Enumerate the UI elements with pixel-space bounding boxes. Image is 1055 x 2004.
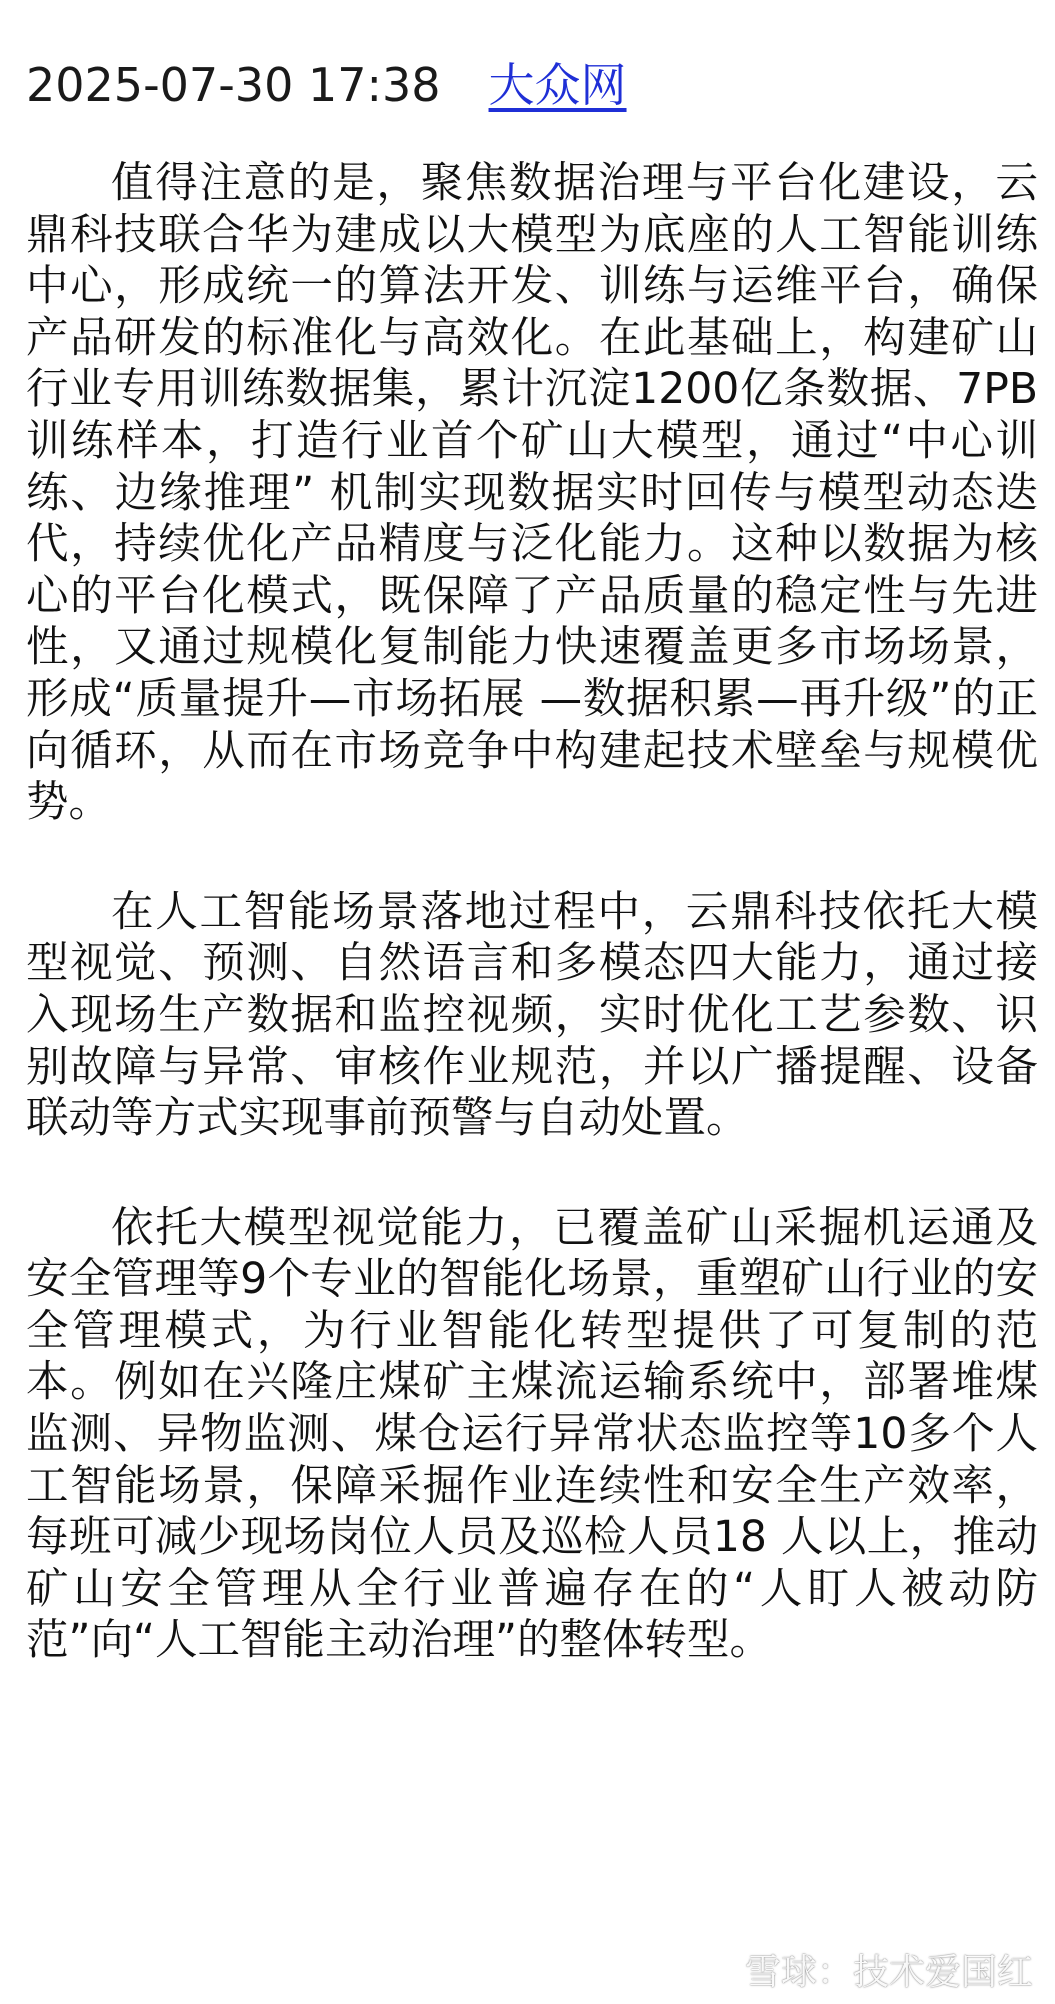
article-body — [26, 158, 1038, 1725]
article-paragraph-3: 依托大模型视觉能力，已覆盖矿山采掘机运通及安全管理等9个专业的智能化场景，重塑矿山行业的安全管理模式，为行业智能化转型提供了可复制的范本。例如在兴隆庄煤矿主煤流运输系统中，部署堆煤监测、异物监测、煤仓运行异常状态监控等10多个人工智能场景，保障采掘作业连续性和安全生产效率，每班可减少现场岗位人员及巡检人员18 人以上，推动矿山安全管理从全行业普遍存在的“人盯人被动防范”向“人工智能主动治理”的整体转型。 — [26, 1203, 1038, 1666]
xueqiu-snowball-logo-icon — [695, 1949, 735, 1989]
watermark — [695, 1946, 1033, 1992]
watermark-text: 雪球：技术爱国红 — [744, 1951, 1033, 1993]
source-link[interactable]: 大众网 — [488, 58, 627, 112]
publish-datetime: 2025-07-30 17:38 — [26, 58, 441, 112]
article-meta-header — [26, 50, 627, 120]
article-paragraph-1: 值得注意的是，聚焦数据治理与平台化建设，云鼎科技联合华为建成以大模型为底座的人工智能训练中心，形成统一的算法开发、训练与运维平台，确保产品研发的标准化与高效化。在此基础上，构建矿山行业专用训练数据集，累计沉淀1200亿条数据、7PB训练样本，打造行业首个矿山大模型，通过“中心训练、边缘推理” 机制实现数据实时回传与模型动态迭代，持续优化产品精度与泛化能力。这种以数据为核心的平台化模式，既保障了产品质量的稳定性与先进性，又通过规模化复制能力快速覆盖更多市场场景，形成“质量提升—市场拓展 —数据积累—再升级”的正向循环，从而在市场竞争中构建起技术壁垒与规模优势。 — [26, 159, 1038, 828]
article-paragraph-2: 在人工智能场景落地过程中，云鼎科技依托大模型视觉、预测、自然语言和多模态四大能力，通过接入现场生产数据和监控视频，实时优化工艺参数、识别故障与异常、审核作业规范，并以广播提醒、设备联动等方式实现事前预警与自动处置。 — [26, 887, 1038, 1144]
